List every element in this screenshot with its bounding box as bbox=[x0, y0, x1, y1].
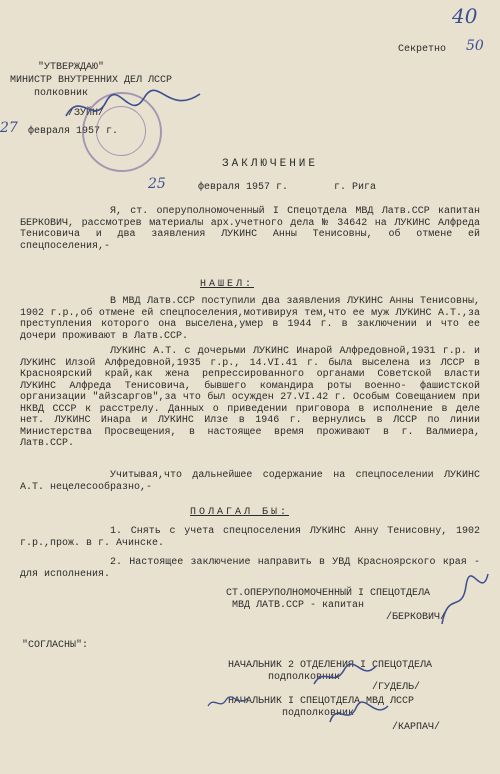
sig2-name: /ГУДЕЛЬ/ bbox=[372, 682, 421, 693]
karpach-signature bbox=[326, 696, 392, 728]
approve-line2: полковник bbox=[34, 88, 89, 99]
found-paragraph-3: Учитывая,что дальнейшее содержание на спецпоселении ЛУКИНС А.Т. нецелесообразно,- bbox=[20, 470, 480, 493]
intro-text: Я, ст. оперуполномоченный I Спецотдела МВД Латв.ССР капитан БЕРКОВИЧ, рассмотрев материалы арх.учетного дела № 34642 на ЛУКИНС Алфреда Тенисовича и два заявления ЛУКИНС Анны Тенисовны, об отмене ей спецпоселения,- bbox=[20, 206, 480, 252]
sig3-line2: подполковник bbox=[282, 708, 355, 719]
approve-title: "УТВЕРЖДАЮ" bbox=[38, 62, 105, 73]
sig2-line1: НАЧАЛЬНИК 2 ОТДЕЛЕНИЯ I СПЕЦОТДЕЛА bbox=[228, 660, 433, 671]
decide-item-2: 2. Настоящее заключение направить в УВД Красноярского края - для исполнения. bbox=[20, 557, 480, 580]
date-city: г. Рига bbox=[334, 182, 377, 193]
minister-signature bbox=[60, 86, 210, 128]
sig1-name: /БЕРКОВИЧ/ bbox=[386, 612, 447, 623]
gudel-signature bbox=[310, 660, 380, 692]
found-paragraph-2: ЛУКИНС А.Т. с дочерьми ЛУКИНС Инарой Алфредовной,1931 г.р. и ЛУКИНС Илзой Алфредовной,1935 г.р., 14.VI.41 г. была выселена из ЛССР в Красноярский край,как жена репрессированного органами Советской власти ЛУКИНС Алфреда Тенисовича, бывшего командира роты военно- фашистской организации "айзсаргов",за что был осужден 27.VI.42 г. Особым Совещанием при НКВД СССР к расстрелу. Данных о приведении приговора в исполнение в деле нет. ЛУКИНС Инара и ЛУКИНС Илзе в 1946 г. вернулись в ЛССР по линии Министерства Просвещения, в настоящее время проживают в г. Валмиера, Латв.ССР. bbox=[20, 346, 480, 449]
approve-name: /ЗУЙН/ bbox=[68, 108, 105, 119]
agree-label: "СОГЛАСНЫ": bbox=[22, 640, 89, 651]
sig1-line2: МВД ЛАТВ.ССР - капитан bbox=[232, 600, 365, 611]
approve-day: 27 bbox=[0, 120, 18, 136]
secret-label: Секретно bbox=[398, 44, 447, 55]
date-day: 25 bbox=[148, 176, 166, 192]
decide-heading: ПОЛАГАЛ БЫ: bbox=[190, 507, 290, 518]
approve-line1: МИНИСТР ВНУТРЕННИХ ДЕЛ ЛССР bbox=[10, 75, 173, 86]
secret-number: 50 bbox=[466, 38, 484, 54]
sig3-name: /КАРПАЧ/ bbox=[392, 722, 441, 733]
decide-item-1: 1. Снять с учета спецпоселения ЛУКИНС Анну Тенисовну, 1902 г.р.,прож. в г. Ачинске. bbox=[20, 526, 480, 549]
sig2-line2: подполковник bbox=[268, 672, 341, 683]
doc-title: ЗАКЛЮЧЕНИЕ bbox=[222, 158, 319, 170]
approve-date: февраля 1957 г. bbox=[28, 126, 119, 137]
sig3-line1: НАЧАЛЬНИК I СПЕЦОТДЕЛА МВД ЛССР bbox=[228, 696, 415, 707]
berkovich-signature bbox=[436, 570, 492, 630]
handwritten-note bbox=[206, 692, 250, 712]
sig1-line1: СТ.ОПЕРУПОЛНОМОЧЕННЫЙ I СПЕЦОТДЕЛА bbox=[226, 588, 431, 599]
found-paragraph-1: В МВД Латв.ССР поступили два заявления ЛУКИНС Анны Тенисовны, 1902 г.р.,об отмене ей спецпоселения,мотивируя тем,что ее муж ЛУКИНС А.Т.,за преступления которого она выселена,умер в 1944 г. в заключении и что ее дочери проживают в Латв.ССР. bbox=[20, 296, 480, 342]
page-number: 40 bbox=[452, 4, 478, 28]
found-heading: НАШЕЛ: bbox=[200, 279, 255, 290]
date-rest: февраля 1957 г. bbox=[198, 182, 289, 193]
